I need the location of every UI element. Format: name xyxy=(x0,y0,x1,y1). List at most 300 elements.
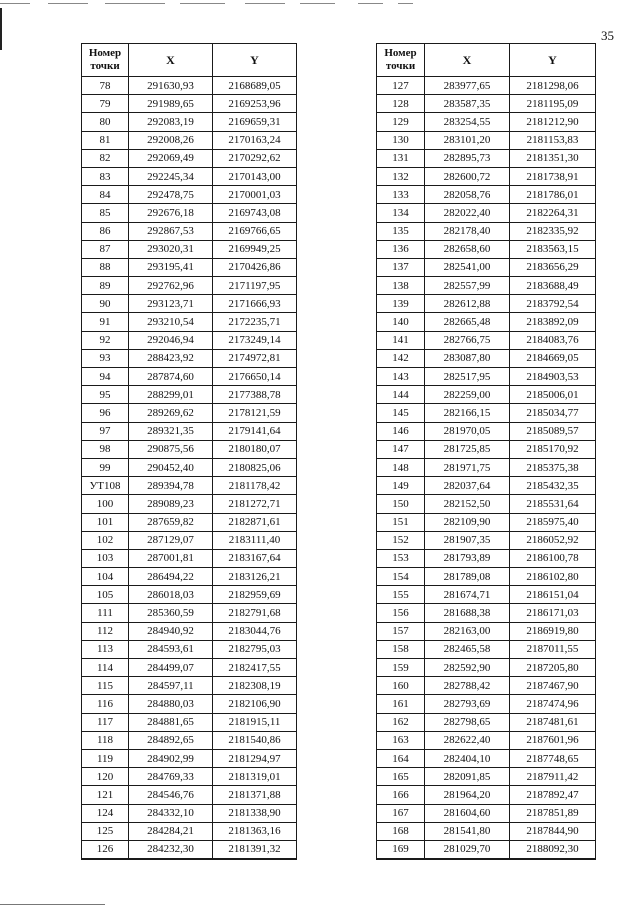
table-row xyxy=(82,113,297,131)
table-row xyxy=(377,404,596,422)
y-coordinate-cell: 2170292,62 xyxy=(213,149,297,167)
y-coordinate-cell: 2187481,61 xyxy=(510,713,596,731)
point-number-cell: 92 xyxy=(82,331,129,349)
table-row xyxy=(82,131,297,149)
table-row xyxy=(377,349,596,367)
table-row xyxy=(377,731,596,749)
table-row xyxy=(82,167,297,185)
x-coordinate-cell: 286494,22 xyxy=(129,568,213,586)
y-coordinate-cell: 2170143,00 xyxy=(213,167,297,185)
point-number-cell: 91 xyxy=(82,313,129,331)
x-coordinate-cell: 281674,71 xyxy=(425,586,510,604)
x-coordinate-cell: 287874,60 xyxy=(129,368,213,386)
point-number-cell: 151 xyxy=(377,513,425,531)
table-row xyxy=(377,240,596,258)
x-coordinate-cell: 282037,64 xyxy=(425,477,510,495)
x-coordinate-cell: 282557,99 xyxy=(425,277,510,295)
y-coordinate-cell: 2177388,78 xyxy=(213,386,297,404)
point-number-cell: 97 xyxy=(82,422,129,440)
point-number-cell: 104 xyxy=(82,568,129,586)
x-coordinate-cell: 282178,40 xyxy=(425,222,510,240)
table-row xyxy=(82,77,297,95)
y-coordinate-cell: 2169659,31 xyxy=(213,113,297,131)
table-row xyxy=(377,713,596,731)
point-number-cell: 135 xyxy=(377,222,425,240)
y-coordinate-cell: 2170001,03 xyxy=(213,186,297,204)
point-number-cell: 157 xyxy=(377,622,425,640)
table-row xyxy=(82,713,297,731)
table-row xyxy=(377,640,596,658)
x-coordinate-cell: 282022,40 xyxy=(425,204,510,222)
y-coordinate-cell: 2180180,07 xyxy=(213,440,297,458)
point-number-cell: 84 xyxy=(82,186,129,204)
point-number-cell: 88 xyxy=(82,258,129,276)
y-coordinate-cell: 2181786,01 xyxy=(510,186,596,204)
point-number-cell: 132 xyxy=(377,167,425,185)
x-coordinate-cell: 284593,61 xyxy=(129,640,213,658)
point-number-cell: 101 xyxy=(82,513,129,531)
y-coordinate-cell: 2181363,16 xyxy=(213,822,297,840)
point-number-cell: 169 xyxy=(377,840,425,859)
point-number-cell: 162 xyxy=(377,713,425,731)
point-number-cell: 154 xyxy=(377,568,425,586)
y-coordinate-cell: 2188092,30 xyxy=(510,840,596,859)
scan-top-rule xyxy=(245,3,285,4)
x-coordinate-cell: 282152,50 xyxy=(425,495,510,513)
table-row xyxy=(377,77,596,95)
y-coordinate-cell: 2181298,06 xyxy=(510,77,596,95)
x-coordinate-cell: 281964,20 xyxy=(425,786,510,804)
y-coordinate-cell: 2182335,92 xyxy=(510,222,596,240)
point-number-cell: 90 xyxy=(82,295,129,313)
y-coordinate-cell: 2185034,77 xyxy=(510,404,596,422)
x-coordinate-cell: 283977,65 xyxy=(425,77,510,95)
y-coordinate-cell: 2186052,92 xyxy=(510,531,596,549)
y-coordinate-cell: 2186151,04 xyxy=(510,586,596,604)
x-coordinate-cell: 290452,40 xyxy=(129,458,213,476)
point-number-cell: 160 xyxy=(377,677,425,695)
point-number-cell: 95 xyxy=(82,386,129,404)
x-coordinate-cell: 281970,05 xyxy=(425,422,510,440)
table-row xyxy=(82,440,297,458)
table-row xyxy=(377,295,596,313)
point-number-cell: 124 xyxy=(82,804,129,822)
table-row xyxy=(377,422,596,440)
y-header: Y xyxy=(510,44,596,77)
x-coordinate-cell: 287659,82 xyxy=(129,513,213,531)
x-coordinate-cell: 282793,69 xyxy=(425,695,510,713)
table-row xyxy=(377,113,596,131)
table-row xyxy=(377,204,596,222)
point-number-cell: 131 xyxy=(377,149,425,167)
x-coordinate-cell: 284769,33 xyxy=(129,768,213,786)
point-number-header-line2: точки xyxy=(385,60,416,72)
table-row xyxy=(82,731,297,749)
table-row xyxy=(377,149,596,167)
point-number-cell: 158 xyxy=(377,640,425,658)
x-coordinate-cell: 291989,65 xyxy=(129,95,213,113)
table-header-row xyxy=(377,44,596,77)
x-coordinate-cell: 284940,92 xyxy=(129,622,213,640)
x-coordinate-cell: 292676,18 xyxy=(129,204,213,222)
scan-left-edge xyxy=(0,8,2,50)
table-row xyxy=(82,586,297,604)
point-number-cell: 112 xyxy=(82,622,129,640)
y-coordinate-cell: 2184669,05 xyxy=(510,349,596,367)
point-number-cell: 136 xyxy=(377,240,425,258)
table-row xyxy=(377,822,596,840)
x-header: X xyxy=(129,44,213,77)
y-coordinate-cell: 2183892,09 xyxy=(510,313,596,331)
table-row xyxy=(377,167,596,185)
point-number-cell: 78 xyxy=(82,77,129,95)
scan-top-rule xyxy=(105,3,165,4)
table-row xyxy=(377,95,596,113)
point-number-cell: 168 xyxy=(377,822,425,840)
point-number-cell: 79 xyxy=(82,95,129,113)
x-coordinate-cell: 289089,23 xyxy=(129,495,213,513)
table-row xyxy=(82,804,297,822)
table-row xyxy=(82,258,297,276)
y-coordinate-cell: 2182791,68 xyxy=(213,604,297,622)
y-coordinate-cell: 2182264,31 xyxy=(510,204,596,222)
table-row xyxy=(82,186,297,204)
point-number-cell: 98 xyxy=(82,440,129,458)
point-number-cell: 111 xyxy=(82,604,129,622)
x-coordinate-cell: 282788,42 xyxy=(425,677,510,695)
table-row xyxy=(82,549,297,567)
table-row xyxy=(82,95,297,113)
y-coordinate-cell: 2168689,05 xyxy=(213,77,297,95)
table-row xyxy=(377,186,596,204)
table-row xyxy=(377,549,596,567)
table-row xyxy=(82,495,297,513)
point-number-cell: 87 xyxy=(82,240,129,258)
x-coordinate-cell: 281907,35 xyxy=(425,531,510,549)
table-row xyxy=(82,277,297,295)
point-number-cell: 140 xyxy=(377,313,425,331)
point-number-cell: 137 xyxy=(377,258,425,276)
x-coordinate-cell: 282058,76 xyxy=(425,186,510,204)
x-coordinate-cell: 282798,65 xyxy=(425,713,510,731)
y-coordinate-cell: 2187844,90 xyxy=(510,822,596,840)
y-coordinate-cell: 2186171,03 xyxy=(510,604,596,622)
y-coordinate-cell: 2169766,65 xyxy=(213,222,297,240)
x-coordinate-cell: 284284,21 xyxy=(129,822,213,840)
table-row xyxy=(377,622,596,640)
table-row xyxy=(82,604,297,622)
x-coordinate-cell: 293123,71 xyxy=(129,295,213,313)
x-coordinate-cell: 292245,34 xyxy=(129,167,213,185)
x-coordinate-cell: 283587,35 xyxy=(425,95,510,113)
table-row xyxy=(82,149,297,167)
y-coordinate-cell: 2174972,81 xyxy=(213,349,297,367)
table-row xyxy=(377,659,596,677)
point-number-cell: 118 xyxy=(82,731,129,749)
point-number-cell: 161 xyxy=(377,695,425,713)
y-coordinate-cell: 2171197,95 xyxy=(213,277,297,295)
y-coordinate-cell: 2185089,57 xyxy=(510,422,596,440)
y-coordinate-cell: 2183656,29 xyxy=(510,258,596,276)
table-row xyxy=(377,568,596,586)
y-coordinate-cell: 2183688,49 xyxy=(510,277,596,295)
table-row xyxy=(82,822,297,840)
point-number-cell: 145 xyxy=(377,404,425,422)
x-coordinate-cell: 290875,56 xyxy=(129,440,213,458)
x-coordinate-cell: 283254,55 xyxy=(425,113,510,131)
x-coordinate-cell: 284332,10 xyxy=(129,804,213,822)
table-row xyxy=(82,222,297,240)
x-coordinate-cell: 281971,75 xyxy=(425,458,510,476)
x-coordinate-cell: 282163,00 xyxy=(425,622,510,640)
table-row xyxy=(377,313,596,331)
point-number-cell: 141 xyxy=(377,331,425,349)
table-row xyxy=(377,604,596,622)
point-number-cell: 153 xyxy=(377,549,425,567)
point-number-cell: 166 xyxy=(377,786,425,804)
point-number-cell: 127 xyxy=(377,77,425,95)
table-row xyxy=(377,440,596,458)
x-coordinate-cell: 284546,76 xyxy=(129,786,213,804)
x-coordinate-cell: 281688,38 xyxy=(425,604,510,622)
y-coordinate-cell: 2186919,80 xyxy=(510,622,596,640)
y-coordinate-cell: 2185531,64 xyxy=(510,495,596,513)
table-row xyxy=(377,786,596,804)
y-coordinate-cell: 2181178,42 xyxy=(213,477,297,495)
point-number-cell: 159 xyxy=(377,659,425,677)
point-number-cell: 120 xyxy=(82,768,129,786)
table-row xyxy=(82,786,297,804)
y-coordinate-cell: 2182417,55 xyxy=(213,659,297,677)
x-coordinate-cell: 282622,40 xyxy=(425,731,510,749)
y-header: Y xyxy=(213,44,297,77)
table-row xyxy=(377,768,596,786)
table-row xyxy=(82,349,297,367)
point-number-cell: 100 xyxy=(82,495,129,513)
y-coordinate-cell: 2182106,90 xyxy=(213,695,297,713)
table-row xyxy=(82,422,297,440)
x-header: X xyxy=(425,44,510,77)
x-coordinate-cell: 284892,65 xyxy=(129,731,213,749)
point-number-cell: 139 xyxy=(377,295,425,313)
point-number-cell: 144 xyxy=(377,386,425,404)
x-coordinate-cell: 293020,31 xyxy=(129,240,213,258)
y-coordinate-cell: 2187911,42 xyxy=(510,768,596,786)
point-number-cell: 102 xyxy=(82,531,129,549)
table-row xyxy=(82,640,297,658)
point-number-cell: 115 xyxy=(82,677,129,695)
table-row xyxy=(377,695,596,713)
y-coordinate-cell: 2187601,96 xyxy=(510,731,596,749)
scan-top-rule xyxy=(48,3,88,4)
point-number-cell: 149 xyxy=(377,477,425,495)
x-coordinate-cell: 281793,89 xyxy=(425,549,510,567)
point-number-cell: 138 xyxy=(377,277,425,295)
point-number-header-line2: точки xyxy=(90,60,120,72)
table-row xyxy=(82,677,297,695)
point-number-cell: 125 xyxy=(82,822,129,840)
table-row xyxy=(377,258,596,276)
x-coordinate-cell: 284232,30 xyxy=(129,840,213,859)
coordinates-rows-right xyxy=(377,77,596,860)
x-coordinate-cell: 292008,26 xyxy=(129,131,213,149)
point-number-cell: 89 xyxy=(82,277,129,295)
scan-top-rule xyxy=(358,3,383,4)
y-coordinate-cell: 2181153,83 xyxy=(510,131,596,149)
point-number-cell: 114 xyxy=(82,659,129,677)
point-number-cell: 128 xyxy=(377,95,425,113)
x-coordinate-cell: 284597,11 xyxy=(129,677,213,695)
point-number-cell: 99 xyxy=(82,458,129,476)
point-number-cell: 134 xyxy=(377,204,425,222)
point-number-cell: 117 xyxy=(82,713,129,731)
x-coordinate-cell: 284499,07 xyxy=(129,659,213,677)
y-coordinate-cell: 2181294,97 xyxy=(213,749,297,767)
point-number-cell: 163 xyxy=(377,731,425,749)
x-coordinate-cell: 288423,92 xyxy=(129,349,213,367)
table-row xyxy=(377,222,596,240)
x-coordinate-cell: 288299,01 xyxy=(129,386,213,404)
point-number-cell: 164 xyxy=(377,749,425,767)
x-coordinate-cell: 289394,78 xyxy=(129,477,213,495)
y-coordinate-cell: 2184083,76 xyxy=(510,331,596,349)
y-coordinate-cell: 2187011,55 xyxy=(510,640,596,658)
y-coordinate-cell: 2183563,15 xyxy=(510,240,596,258)
table-row xyxy=(377,531,596,549)
point-number-header xyxy=(377,44,425,77)
table-row xyxy=(82,768,297,786)
point-number-cell: 116 xyxy=(82,695,129,713)
x-coordinate-cell: 281541,80 xyxy=(425,822,510,840)
y-coordinate-cell: 2182959,69 xyxy=(213,586,297,604)
table-row xyxy=(82,404,297,422)
x-coordinate-cell: 293195,41 xyxy=(129,258,213,276)
x-coordinate-cell: 282658,60 xyxy=(425,240,510,258)
point-number-header xyxy=(82,44,129,77)
x-coordinate-cell: 284902,99 xyxy=(129,749,213,767)
x-coordinate-cell: 282091,85 xyxy=(425,768,510,786)
table-row xyxy=(377,804,596,822)
y-coordinate-cell: 2179141,64 xyxy=(213,422,297,440)
y-coordinate-cell: 2181195,09 xyxy=(510,95,596,113)
point-number-cell: 105 xyxy=(82,586,129,604)
point-number-cell: 148 xyxy=(377,458,425,476)
x-coordinate-cell: 282592,90 xyxy=(425,659,510,677)
table-row xyxy=(82,204,297,222)
table-row xyxy=(377,677,596,695)
point-number-header-line1: Номер xyxy=(384,47,417,59)
x-coordinate-cell: 281604,60 xyxy=(425,804,510,822)
table-row xyxy=(377,386,596,404)
x-coordinate-cell: 282517,95 xyxy=(425,368,510,386)
y-coordinate-cell: 2185006,01 xyxy=(510,386,596,404)
point-number-cell: 119 xyxy=(82,749,129,767)
y-coordinate-cell: 2181319,01 xyxy=(213,768,297,786)
point-number-cell: 126 xyxy=(82,840,129,859)
table-row xyxy=(82,313,297,331)
x-coordinate-cell: 282665,48 xyxy=(425,313,510,331)
table-row xyxy=(82,749,297,767)
point-number-cell: 130 xyxy=(377,131,425,149)
y-coordinate-cell: 2170426,86 xyxy=(213,258,297,276)
scan-top-rule xyxy=(180,3,225,4)
x-coordinate-cell: 287001,81 xyxy=(129,549,213,567)
point-number-cell: УТ108 xyxy=(82,477,129,495)
x-coordinate-cell: 282541,00 xyxy=(425,258,510,276)
y-coordinate-cell: 2181212,90 xyxy=(510,113,596,131)
x-coordinate-cell: 282109,90 xyxy=(425,513,510,531)
point-number-cell: 133 xyxy=(377,186,425,204)
y-coordinate-cell: 2181738,91 xyxy=(510,167,596,185)
y-coordinate-cell: 2181391,32 xyxy=(213,840,297,859)
table-row xyxy=(377,840,596,859)
y-coordinate-cell: 2183111,40 xyxy=(213,531,297,549)
y-coordinate-cell: 2181338,90 xyxy=(213,804,297,822)
y-coordinate-cell: 2187748,65 xyxy=(510,749,596,767)
table-row xyxy=(82,513,297,531)
y-coordinate-cell: 2172235,71 xyxy=(213,313,297,331)
x-coordinate-cell: 289269,62 xyxy=(129,404,213,422)
table-row xyxy=(82,458,297,476)
table-row xyxy=(82,568,297,586)
y-coordinate-cell: 2173249,14 xyxy=(213,331,297,349)
table-row xyxy=(377,513,596,531)
x-coordinate-cell: 286018,03 xyxy=(129,586,213,604)
table-row xyxy=(82,531,297,549)
y-coordinate-cell: 2185432,35 xyxy=(510,477,596,495)
x-coordinate-cell: 291630,93 xyxy=(129,77,213,95)
y-coordinate-cell: 2178121,59 xyxy=(213,404,297,422)
point-number-cell: 146 xyxy=(377,422,425,440)
scan-top-rule xyxy=(300,3,335,4)
point-number-cell: 113 xyxy=(82,640,129,658)
point-number-cell: 155 xyxy=(377,586,425,604)
y-coordinate-cell: 2181915,11 xyxy=(213,713,297,731)
y-coordinate-cell: 2182871,61 xyxy=(213,513,297,531)
x-coordinate-cell: 285360,59 xyxy=(129,604,213,622)
y-coordinate-cell: 2185975,40 xyxy=(510,513,596,531)
table-row xyxy=(82,477,297,495)
y-coordinate-cell: 2176650,14 xyxy=(213,368,297,386)
table-row xyxy=(82,695,297,713)
x-coordinate-cell: 292867,53 xyxy=(129,222,213,240)
table-row xyxy=(82,295,297,313)
table-row xyxy=(82,331,297,349)
y-coordinate-cell: 2182308,19 xyxy=(213,677,297,695)
table-row xyxy=(377,277,596,295)
x-coordinate-cell: 293210,54 xyxy=(129,313,213,331)
point-number-cell: 156 xyxy=(377,604,425,622)
x-coordinate-cell: 282259,00 xyxy=(425,386,510,404)
x-coordinate-cell: 284881,65 xyxy=(129,713,213,731)
point-number-cell: 96 xyxy=(82,404,129,422)
table-row xyxy=(377,477,596,495)
x-coordinate-cell: 292083,19 xyxy=(129,113,213,131)
x-coordinate-cell: 281029,70 xyxy=(425,840,510,859)
point-number-cell: 85 xyxy=(82,204,129,222)
y-coordinate-cell: 2187467,90 xyxy=(510,677,596,695)
x-coordinate-cell: 292478,75 xyxy=(129,186,213,204)
point-number-cell: 143 xyxy=(377,368,425,386)
point-number-cell: 86 xyxy=(82,222,129,240)
y-coordinate-cell: 2180825,06 xyxy=(213,458,297,476)
point-number-cell: 152 xyxy=(377,531,425,549)
y-coordinate-cell: 2181371,88 xyxy=(213,786,297,804)
y-coordinate-cell: 2185170,92 xyxy=(510,440,596,458)
table-row xyxy=(82,840,297,859)
table-row xyxy=(377,495,596,513)
x-coordinate-cell: 292046,94 xyxy=(129,331,213,349)
